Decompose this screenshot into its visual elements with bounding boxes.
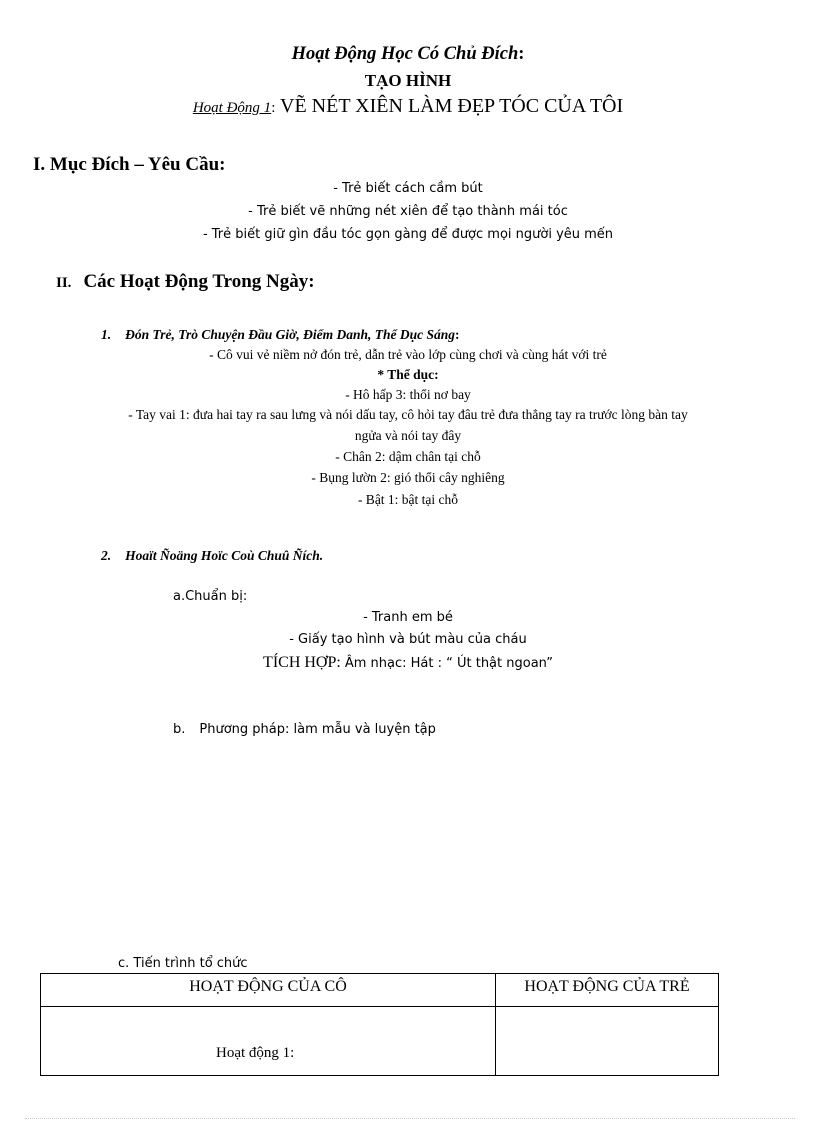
exercise-breath: - Hô hấp 3: thổi nơ bay (345, 387, 471, 402)
sub1-colon: : (455, 327, 460, 342)
title-text: Hoạt Động Học Có Chủ Đích (291, 44, 519, 64)
title-colon: : (518, 44, 525, 64)
sub2-title: Hoaït Ñoäng Hoïc Coù Chuû Ñích. (125, 548, 324, 563)
activity-title: VẼ NÉT XIÊN LÀM ĐẸP TÓC CỦA TÔI (280, 95, 624, 117)
sub1-greet: - Cô vui vẻ niềm nở đón trẻ, dẫn trẻ vào lớp cùng chơi và cùng hát với trẻ (209, 347, 607, 362)
exercise-label: * Thể dục: (377, 367, 439, 382)
section1-heading: I. Mục Đích – Yêu Cầu: (33, 154, 226, 175)
section2-num: II. (56, 275, 72, 291)
activity-label: Hoạt Động 1 (192, 100, 272, 116)
document-title (0, 44, 816, 65)
process-table (40, 973, 719, 1076)
col-header-child: HOẠT ĐỘNG CỦA TRẺ (496, 974, 719, 1007)
section1-item-1: - Trẻ biết cách cầm bút (333, 181, 483, 196)
integration-text: Âm nhạc: Hát : “ Út thật ngoan” (344, 656, 553, 671)
exercise-jump: - Bật 1: bật tại chỗ (357, 492, 459, 507)
activity-1-label: Hoạt động 1: (216, 1045, 295, 1061)
table-header-row (41, 974, 719, 1007)
method-label: b. (173, 722, 186, 737)
page-bottom-divider (25, 1118, 795, 1119)
integration-label: TÍCH HỢP: (263, 654, 341, 671)
sub2-num: 2. (101, 548, 112, 563)
sub1-title: Đón Trẻ, Trò Chuyện Đầu Giờ, Điểm Danh, Thể Dục Sáng (125, 327, 456, 342)
sub1-heading (101, 327, 460, 343)
prep-item-2: - Giấy tạo hình và bút màu của cháu (289, 632, 527, 647)
integration-line (0, 654, 816, 672)
activity-heading (0, 95, 816, 118)
section2-heading (56, 271, 315, 293)
cell-teacher-activity (41, 1007, 496, 1076)
cell-child-activity (496, 1007, 719, 1076)
method-line (173, 722, 436, 737)
section1-item-3: - Trẻ biết giữ gìn đầu tóc gọn gàng để được mọi người yêu mến (202, 227, 614, 242)
subject-heading: TẠO HÌNH (364, 71, 452, 90)
col-header-teacher: HOẠT ĐỘNG CỦA CÔ (41, 974, 496, 1007)
exercise-belly: - Bụng lườn 2: gió thổi cây nghiêng (311, 470, 505, 485)
exercise-arm-cont: ngửa và nói tay đây (354, 428, 462, 443)
sub2-heading (101, 548, 323, 564)
prep-label: a.Chuẩn bị: (173, 589, 248, 604)
prep-item-1: - Tranh em bé (363, 610, 453, 625)
section2-title: Các Hoạt Động Trong Ngày: (83, 271, 315, 292)
sub1-num: 1. (101, 327, 112, 342)
activity-colon: : (271, 100, 276, 116)
process-label: c. Tiến trình tổ chức (118, 956, 248, 971)
section1-item-2: - Trẻ biết vẽ những nét xiên để tạo thành mái tóc (248, 204, 568, 219)
exercise-leg: - Chân 2: dậm chân tại chỗ (335, 449, 481, 464)
table-row (41, 1007, 719, 1076)
exercise-arm: - Tay vai 1: đưa hai tay ra sau lưng và nói dấu tay, cô hỏi tay đâu trẻ đưa thẳng tay ra trước lòng bàn tay (128, 407, 688, 422)
method-text: Phương pháp: làm mẫu và luyện tập (199, 722, 436, 737)
